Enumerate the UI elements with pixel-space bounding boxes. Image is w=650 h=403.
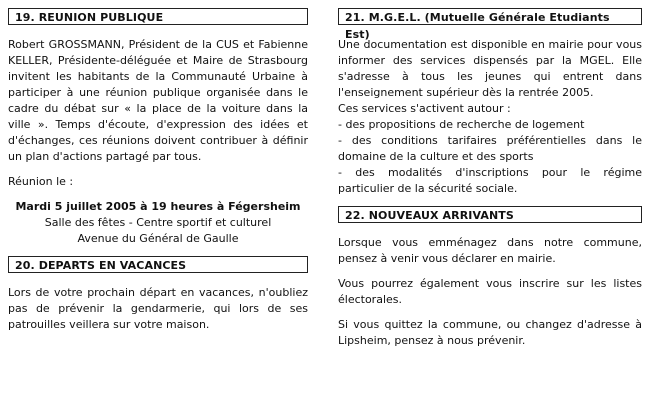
left-column	[8, 8, 308, 333]
section-21-services-label: Ces services s'activent autour :	[338, 102, 511, 115]
meeting-address: Avenue du Général de Gaulle	[77, 232, 239, 245]
section-21-heading: 21. M.G.E.L. (Mutuelle Générale Etudiants Est)	[338, 8, 642, 25]
section-19-heading: 19. REUNION PUBLIQUE	[8, 8, 308, 25]
section-21-item-1: - des propositions de recherche de logement	[338, 118, 585, 131]
meeting-label: Réunion le :	[8, 175, 74, 188]
section-20-heading: 20. DEPARTS EN VACANCES	[8, 256, 308, 273]
section-20-body: Lors de votre prochain départ en vacances, n'oubliez pas de prévenir la gendarmerie, qui lors de ses patrouilles veillera sur votre maison.	[8, 286, 308, 331]
meeting-venue: Salle des fêtes - Centre sportif et culturel	[44, 216, 272, 229]
right-column	[338, 8, 642, 349]
section-21-item-3: - des modalités d'inscriptions pour le régime particulier de la sécurité sociale.	[338, 166, 642, 195]
section-22-p3: Si vous quittez la commune, ou changez d'adresse à Lipsheim, pensez à nous prévenir.	[338, 318, 642, 347]
section-22-p1: Lorsque vous emménagez dans notre commune, pensez à venir vous déclarer en mairie.	[338, 236, 642, 265]
section-21-intro: Une documentation est disponible en mairie pour vous informer des services dispensés par la MGEL. Elle s'adresse à tous les jeunes qui entrent dans l'enseignement supérieur dès la rentrée 2005.	[338, 38, 642, 99]
section-19-body: Robert GROSSMANN, Président de la CUS et Fabienne KELLER, Présidente-déléguée et Maire de Strasbourg invitent les habitants de la Communauté Urbaine à participer à une réunion publique organisée dans le cadre du débat sur « la place de la voiture dans la ville ». Temps d'écoute, d'expression des idées et d'échanges, ces réunions doivent contribuer à définir un plan d'actions partagé par tous.	[8, 38, 308, 163]
section-22-heading: 22. NOUVEAUX ARRIVANTS	[338, 206, 642, 223]
meeting-date: Mardi 5 juillet 2005 à 19 heures à Fégersheim	[15, 200, 301, 213]
section-21-item-2: - des conditions tarifaires préférentielles dans le domaine de la culture et des sports	[338, 134, 642, 163]
section-22-p2: Vous pourrez également vous inscrire sur les listes électorales.	[338, 277, 642, 306]
